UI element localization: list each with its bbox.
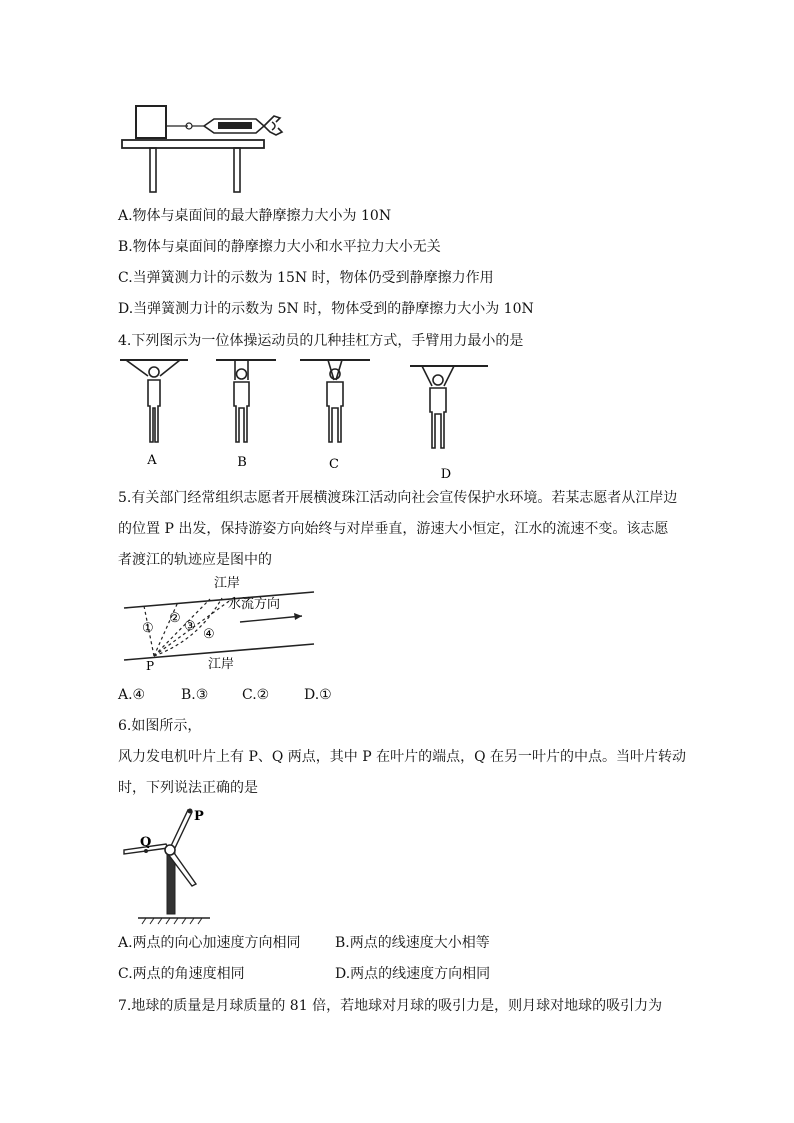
q6-option-a: A.两点的向心加速度方向相同 xyxy=(118,935,301,951)
q5-path-4: ④ xyxy=(203,627,215,642)
q6-label-p: P xyxy=(194,809,204,824)
q6-label-q: Q xyxy=(140,835,152,850)
q4-stem: 4.下列图示为一位体操运动员的几种挂杠方式，手臂用力最小的是 xyxy=(118,333,524,349)
q4-label-a: A xyxy=(147,453,157,468)
q4-label-d: D xyxy=(440,467,452,482)
q6-stem-line3: 时，下列说法正确的是 xyxy=(118,780,258,796)
q3-option-a: A.物体与桌面间的最大静摩擦力大小为 10N xyxy=(118,208,392,224)
q6-option-c: C.两点的角速度相同 xyxy=(118,966,245,982)
q5-path-3: ③ xyxy=(184,619,196,634)
q5-flow-label: 水流方向 xyxy=(228,597,281,612)
q5-path-1: ① xyxy=(142,621,154,636)
q6-stem-line1: 6.如图所示， xyxy=(118,718,202,734)
wind-turbine-figure xyxy=(118,804,218,926)
q5-stem-line3: 者渡江的轨迹应是图中的 xyxy=(118,552,272,568)
q6-option-b: B.两点的线速度大小相等 xyxy=(335,935,490,951)
q3-option-d: D.当弹簧测力计的示数为 5N 时，物体受到的静摩擦力大小为 10N xyxy=(118,301,534,317)
q5-option-a: A.④ xyxy=(118,687,146,703)
q4-label-b: B xyxy=(237,455,247,470)
q4-label-c: C xyxy=(329,457,339,472)
q5-option-c: C.② xyxy=(242,687,270,703)
q3-option-b: B.物体与桌面间的静摩擦力大小和水平拉力大小无关 xyxy=(118,239,441,255)
gymnast-hanging-figure xyxy=(118,356,494,484)
q5-bank-top: 江岸 xyxy=(214,576,241,591)
q5-stem-line1: 5.有关部门经常组织志愿者开展横渡珠江活动向社会宣传保护水环境。若某志愿者从江岸边 xyxy=(118,490,678,506)
q7-stem: 7.地球的质量是月球质量的 81 倍，若地球对月球的吸引力是，则月球对地球的吸引力为 xyxy=(118,998,663,1014)
q6-stem-line2: 风力发电机叶片上有 P、Q 两点，其中 P 在叶片的端点，Q 在另一叶片的中点。当叶片转动 xyxy=(118,749,687,765)
river-crossing-figure xyxy=(118,570,318,678)
q5-path-2: ② xyxy=(169,611,181,626)
q5-stem-line2: 的位置 P 出发，保持游姿方向始终与对岸垂直，游速大小恒定，江水的流速不变。该志愿 xyxy=(118,521,669,537)
q6-option-d: D.两点的线速度方向相同 xyxy=(335,966,491,982)
q5-option-d: D.① xyxy=(304,687,332,703)
q5-bank-bottom: 江岸 xyxy=(208,657,235,672)
spring-scale-table-figure xyxy=(118,104,298,196)
q3-option-c: C.当弹簧测力计的示数为 15N 时，物体仍受到静摩擦力作用 xyxy=(118,270,494,286)
q5-point-p: P xyxy=(146,659,155,673)
q5-option-b: B.③ xyxy=(181,687,209,703)
